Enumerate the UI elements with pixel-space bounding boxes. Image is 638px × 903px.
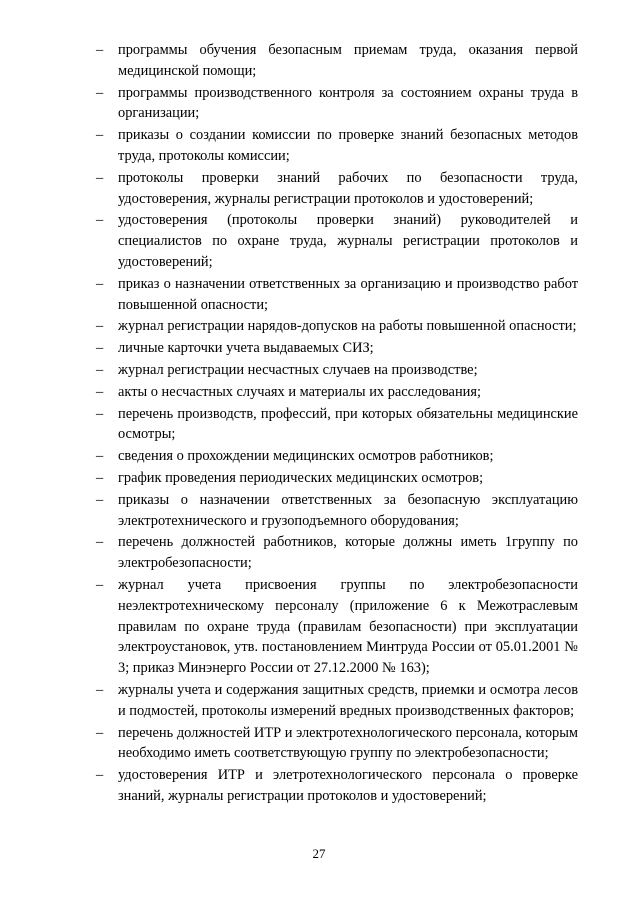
list-item-text: программы обучения безопасным приемам труда, оказания первой медицинской помощи; [118, 42, 578, 79]
list-item-text: протоколы проверки знаний рабочих по безопасности труда, удостоверения, журналы регистрации протоколов и удостоверений; [118, 169, 578, 207]
list-item [96, 765, 578, 807]
page-number: 27 [312, 846, 326, 861]
list-item [96, 382, 578, 403]
list-item [96, 40, 578, 82]
list-item [96, 575, 578, 679]
list-item-text: акты о несчастных случаях и материалы их расследования; [118, 383, 481, 400]
list-bullet: – [96, 469, 104, 486]
list-item [96, 490, 578, 532]
list-item-text: график проведения периодических медицинских осмотров; [118, 469, 484, 486]
list-bullet: – [96, 318, 104, 335]
list-bullet: – [96, 212, 104, 229]
list-item [96, 274, 578, 316]
list-bullet: – [96, 405, 104, 422]
list-bullet: – [96, 383, 104, 400]
list-item-text: журналы учета и содержания защитных средств, приемки и осмотра лесов и подмостей, протоколы измерений вредных производственных факторов; [118, 681, 578, 719]
list-item-text: приказы о назначении ответственных за безопасную эксплуатацию электротехнического и грузоподъемного оборудования; [118, 491, 578, 529]
list-item-text: удостоверения ИТР и элетротехнологического персонала о проверке знаний, журналы регистрации протоколов и удостоверений; [118, 767, 578, 804]
list-item-text: перечень должностей ИТР и электротехнологического персонала, которым необходимо иметь соответствующую группу по электробезопасности; [118, 724, 578, 762]
list-item-text: перечень производств, профессий, при которых обязательны медицинские осмотры; [118, 405, 578, 443]
list-item-text: перечень должностей работников, которые должны иметь 1группу по электробезопасности; [118, 534, 578, 572]
list-bullet: – [96, 340, 104, 357]
list-bullet: – [96, 361, 104, 378]
list-bullet: – [96, 169, 104, 186]
list-item [96, 532, 578, 574]
list-bullet: – [96, 491, 104, 508]
list-bullet: – [96, 127, 104, 144]
list-bullet: – [96, 576, 104, 593]
list-item [96, 316, 578, 337]
documents-list [96, 40, 578, 808]
list-item [96, 210, 578, 272]
list-item [96, 446, 578, 467]
list-item [96, 83, 578, 125]
list-item-text: журнал учета присвоения группы по электробезопасности неэлектротехническому персоналу (приложение 6 к Межотраслевым правилам по охране труда (правилам безопасности) при эксплуатации электроустановок, утв. постановлением Минтруда России от 05.01.2001 № 3; приказ Минэнерго России от 27.12.2000 № 163); [118, 576, 578, 677]
list-item-text: приказ о назначении ответственных за организацию и производство работ повышенной опасности; [118, 275, 578, 313]
list-item-text: удостоверения (протоколы проверки знаний) руководителей и специалистов по охране труда, журналы регистрации протоколов и удостоверений; [118, 212, 578, 270]
list-bullet: – [96, 681, 104, 698]
list-item [96, 680, 578, 722]
list-bullet: – [96, 448, 104, 465]
list-item-text: журнал регистрации несчастных случаев на производстве; [118, 361, 478, 378]
list-item [96, 125, 578, 167]
list-item [96, 723, 578, 765]
list-item [96, 168, 578, 210]
list-bullet: – [96, 42, 104, 58]
list-item-text: приказы о создании комиссии по проверке знаний безопасных методов труда, протоколы комиссии; [118, 127, 578, 164]
list-item [96, 338, 578, 359]
list-item [96, 404, 578, 446]
list-bullet: – [96, 534, 104, 551]
list-item [96, 468, 578, 489]
list-item [96, 360, 578, 381]
list-item-text: программы производственного контроля за состоянием охраны труда в организации; [118, 84, 578, 122]
list-bullet: – [96, 767, 104, 784]
list-bullet: – [96, 84, 104, 101]
list-bullet: – [96, 275, 104, 292]
list-bullet: – [96, 724, 104, 741]
list-item-text: личные карточки учета выдаваемых СИЗ; [118, 340, 374, 357]
list-item-text: сведения о прохождении медицинских осмотров работников; [118, 448, 494, 465]
list-item-text: журнал регистрации нарядов-допусков на работы повышенной опасности; [118, 318, 577, 335]
